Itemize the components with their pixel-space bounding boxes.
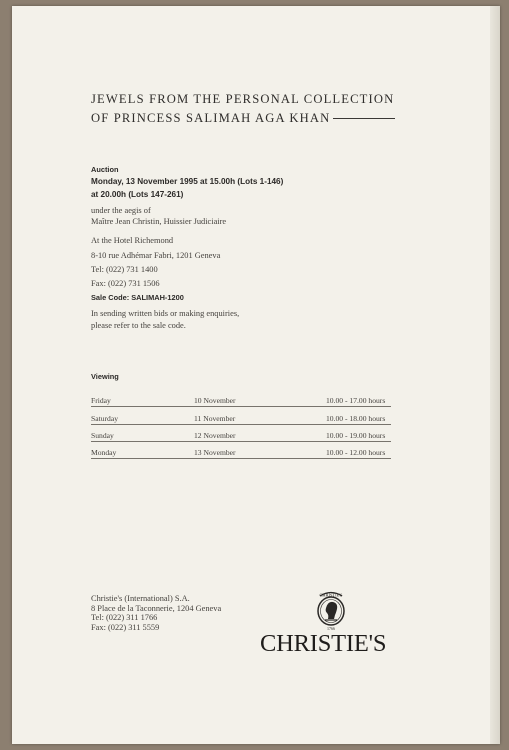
viewing-day: Friday [91,396,111,406]
viewing-day: Saturday [91,413,118,423]
venue-fax: Fax: (022) 731 1506 [91,279,160,288]
viewing-hours: 10.00 - 19.00 hours [326,430,386,440]
viewing-date: 10 November [194,396,236,406]
title-rule [333,118,395,119]
sale-code: Sale Code: SALIMAH-1200 [91,293,184,302]
viewing-date: 11 November [194,413,236,423]
aegis-line-1: under the aegis of [91,206,151,215]
seal-text: CHRISTIE'S [319,592,343,598]
viewing-day: Sunday [91,430,114,440]
catalogue-page [12,6,500,744]
christies-wordmark: CHRISTIE'S [260,630,387,657]
christies-seal-icon [311,588,351,634]
sale-code-note-1: In sending written bids or making enquiries, [91,309,240,318]
catalogue-title [91,90,411,128]
company-block [91,594,221,632]
title-line-2 [91,109,411,128]
title-line-2-text: OF PRINCESS SALIMAH AGA KHAN [91,111,331,125]
company-name: Christie's (International) S.A. [91,594,190,603]
page-edge [490,6,500,744]
seal-year: 1766 [327,626,335,631]
table-row [91,407,391,424]
title-line-1: JEWELS FROM THE PERSONAL COLLECTION [91,92,395,106]
viewing-hours: 10.00 - 18.00 hours [326,413,386,423]
viewing-hours: 10.00 - 17.00 hours [326,396,386,406]
viewing-day: Monday [91,448,117,458]
table-row [91,442,391,459]
venue-tel: Tel: (022) 731 1400 [91,265,158,274]
viewing-table [91,390,391,459]
aegis-line-2: Maître Jean Christin, Huissier Judiciaire [91,217,227,226]
company-tel: Tel: (022) 311 1766 [91,613,158,622]
viewing-date: 12 November [194,430,236,440]
table-row [91,425,391,442]
auction-date-line-1: Monday, 13 November 1995 at 15.00h (Lots 1-146) [91,177,284,186]
company-address: 8 Place de la Taconnerie, 1204 Geneva [91,603,222,613]
auction-date-line-2: at 20.00h (Lots 147-261) [91,190,184,199]
viewing-date: 13 November [194,448,236,458]
auction-label: Auction [91,165,119,174]
sale-code-note-2: please refer to the sale code. [91,321,186,330]
venue-name: At the Hotel Richemond [91,236,174,245]
table-row [91,390,391,407]
viewing-hours: 10.00 - 12.00 hours [326,448,386,458]
venue-address: 8-10 rue Adhémar Fabri, 1201 Geneva [91,251,221,260]
company-fax: Fax: (022) 311 5559 [91,622,160,632]
viewing-label: Viewing [91,372,119,381]
